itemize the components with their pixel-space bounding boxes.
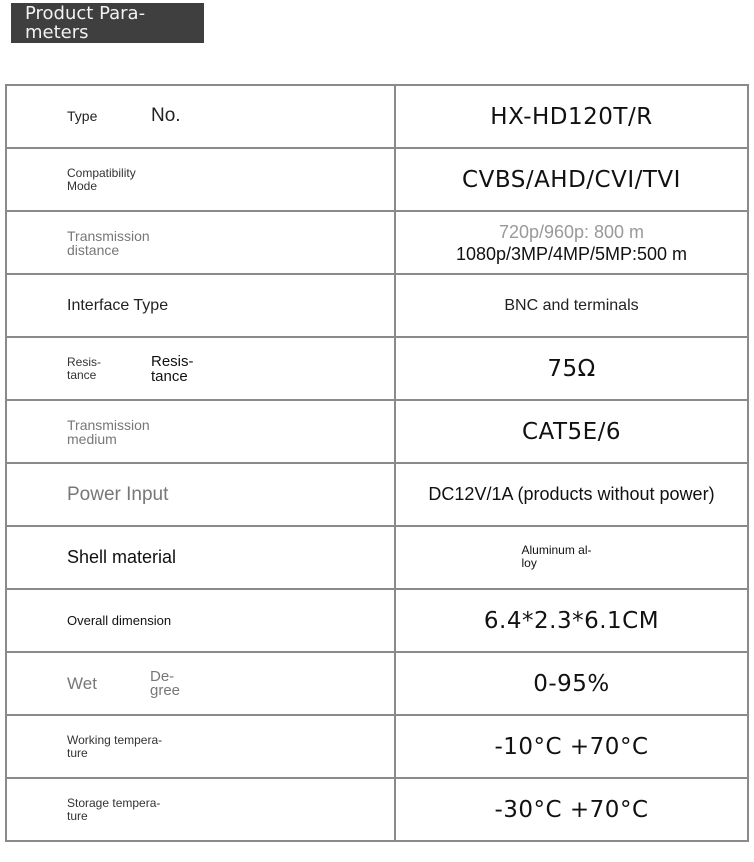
table-row	[6, 274, 748, 337]
value-cell	[395, 778, 748, 841]
section-title	[11, 3, 204, 43]
label-cell	[6, 463, 395, 526]
table-row	[6, 778, 748, 841]
row-label-secondary: Resis-	[151, 353, 194, 370]
row-label: Type	[67, 107, 98, 124]
table-row	[6, 589, 748, 652]
label-cell	[6, 274, 395, 337]
table-row	[6, 652, 748, 715]
row-label-secondary: No.	[151, 105, 181, 126]
label-cell	[6, 715, 395, 778]
table-row	[6, 85, 748, 148]
row-label-line-2: ture	[67, 745, 88, 760]
row-value: HX-HD120T/R	[490, 103, 653, 130]
row-label: Overall dimension	[67, 612, 172, 628]
value-cell	[395, 337, 748, 400]
table-row	[6, 526, 748, 589]
table-row	[6, 148, 748, 211]
label-cell	[6, 526, 395, 589]
row-label-line-2: tance	[67, 367, 97, 382]
row-label-line-2: medium	[67, 430, 117, 447]
row-label-secondary: De-	[150, 668, 175, 685]
table-row	[6, 463, 748, 526]
label-cell	[6, 337, 395, 400]
value-cell	[395, 652, 748, 715]
row-label: Working tempera-	[67, 732, 163, 747]
parameters-table	[5, 84, 749, 842]
section-title-line-1: Product Para-	[25, 3, 146, 24]
label-cell	[6, 85, 395, 148]
row-label: Compatibility	[67, 165, 136, 180]
value-cell	[395, 400, 748, 463]
row-value: CAT5E/6	[521, 418, 622, 445]
row-label: Power Input	[67, 483, 169, 505]
row-label: Transmission	[67, 227, 150, 244]
row-label: Transmission	[67, 416, 150, 433]
row-label-line-2: Mode	[67, 178, 98, 193]
row-value: CVBS/AHD/CVI/TVI	[462, 166, 681, 193]
label-cell	[6, 652, 395, 715]
row-label-secondary-line-2: tance	[151, 368, 188, 385]
label-cell	[6, 211, 395, 274]
label-cell	[6, 400, 395, 463]
row-value: 0-95%	[533, 670, 610, 697]
value-cell	[395, 148, 748, 211]
value-cell	[395, 85, 748, 148]
label-cell	[6, 778, 395, 841]
row-label: Shell material	[67, 547, 177, 567]
row-label: Wet	[67, 673, 97, 693]
value-cell	[395, 274, 748, 337]
label-cell	[6, 148, 395, 211]
row-value: BNC and terminals	[504, 296, 639, 314]
row-value-line-2: 1080p/3MP/4MP/5MP:500 m	[455, 243, 688, 264]
row-value: DC12V/1A (products without power)	[428, 484, 715, 504]
row-label: Resis-	[67, 354, 102, 369]
value-cell	[395, 715, 748, 778]
row-label: Interface Type	[67, 296, 169, 314]
row-value-line-1: Aluminum al-	[521, 542, 592, 557]
row-value: 6.4*2.3*6.1CM	[483, 607, 660, 634]
row-label-line-2: distance	[67, 241, 120, 258]
row-value: -10°C +70°C	[494, 733, 649, 760]
value-cell	[395, 589, 748, 652]
table-row	[6, 715, 748, 778]
value-cell	[395, 463, 748, 526]
row-value: 75Ω	[547, 355, 596, 382]
row-label-secondary-line-2: gree	[150, 682, 181, 699]
table-row	[6, 337, 748, 400]
label-cell	[6, 589, 395, 652]
table-row	[6, 400, 748, 463]
row-value-line-2: loy	[521, 555, 537, 570]
row-label-line-2: ture	[67, 808, 88, 823]
section-title-line-2: meters	[25, 22, 89, 43]
row-value-line-1: 720p/960p: 800 m	[498, 221, 645, 242]
row-label: Storage tempera-	[67, 795, 161, 810]
table-row	[6, 211, 748, 274]
value-cell	[395, 526, 748, 589]
row-value: -30°C +70°C	[494, 796, 649, 823]
value-cell	[395, 211, 748, 274]
